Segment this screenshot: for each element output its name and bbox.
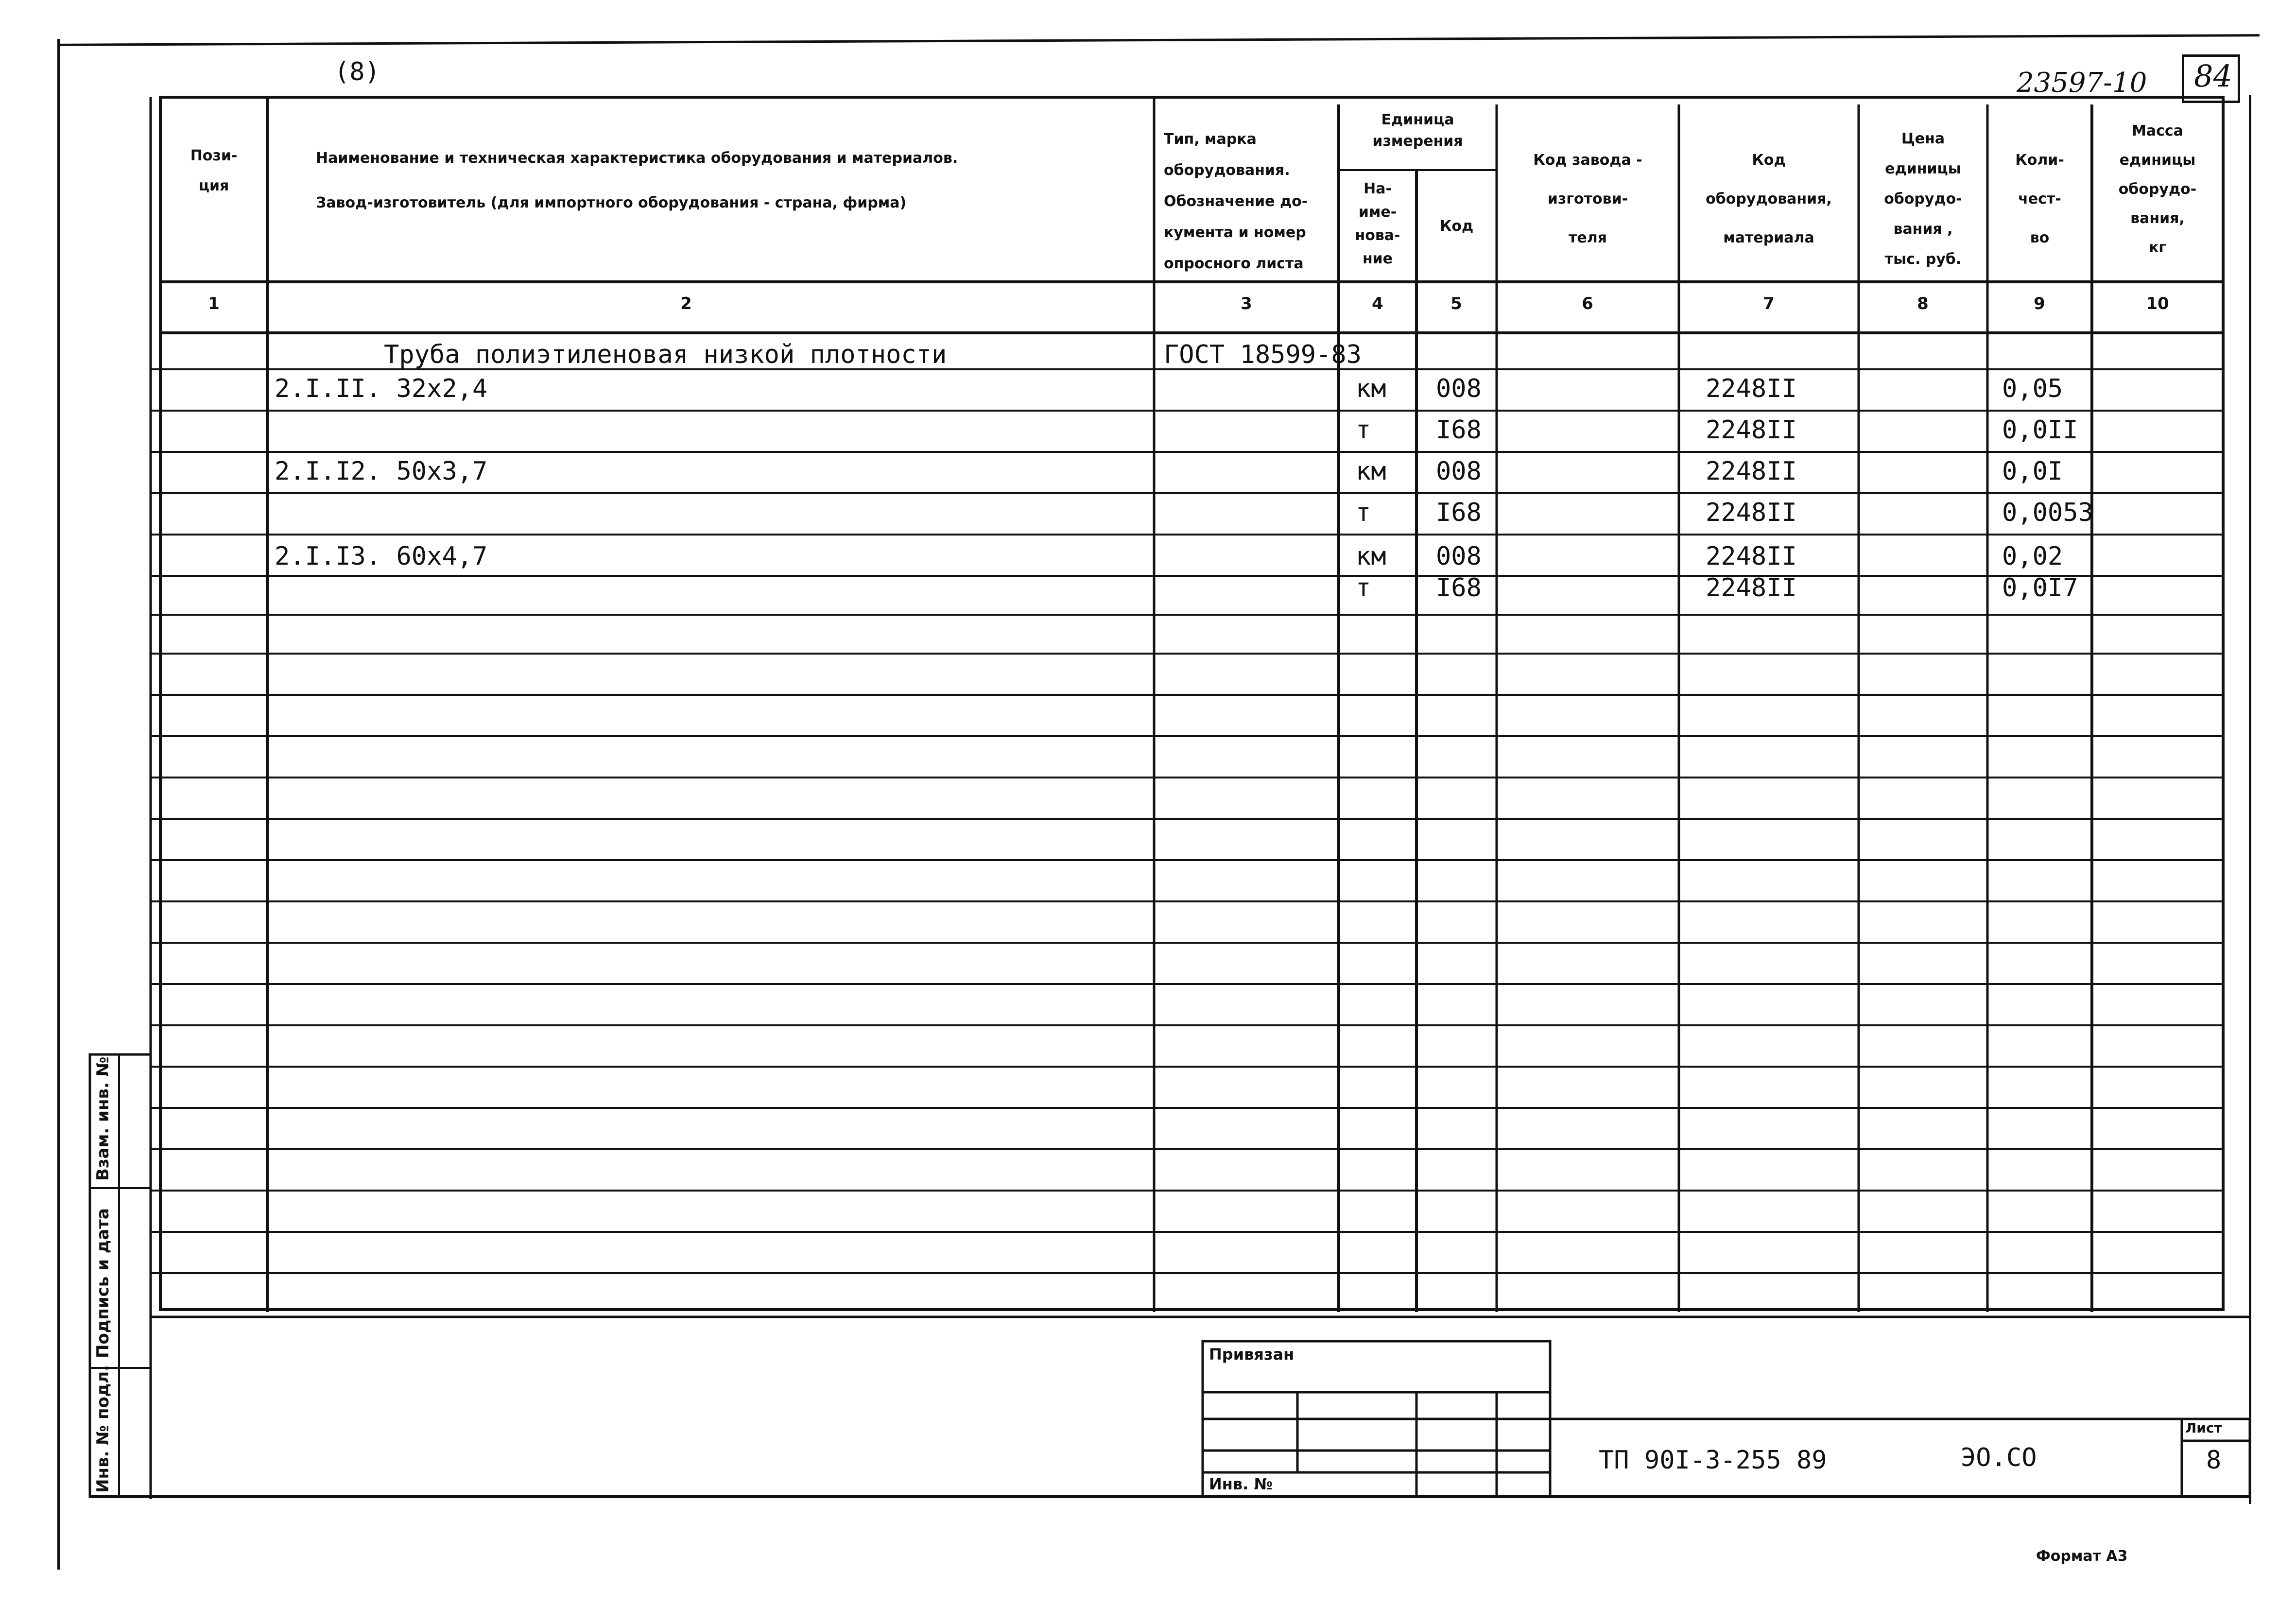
row-name: Труба полиэтиленовая низкой плотности xyxy=(384,340,947,369)
row-quantity: 0,05 xyxy=(2002,374,2063,403)
header-unit-code: Код xyxy=(1439,218,1474,235)
column-number: 6 xyxy=(1582,294,1593,313)
header-material-code: Код оборудования, материала xyxy=(1706,152,1832,246)
stamp-sheet-number: 8 xyxy=(2206,1446,2222,1475)
stamp-code: ЭО.СО xyxy=(1961,1443,2037,1472)
header-type: Тип, марка оборудования. Обозначение до- кумента и номер опросного листа xyxy=(1164,131,1308,272)
row-name: 2.I.I3. 60x4,7 xyxy=(275,542,488,571)
side-label-signature-date: Подпись и дата xyxy=(93,1208,113,1358)
header-price: Цена единицы оборудо- вания , тыс. руб. xyxy=(1884,130,1962,268)
header-position: Пози- ция xyxy=(190,147,238,194)
format-label: Формат А3 xyxy=(2036,1548,2128,1565)
stamp-designation: ТП 90I-3-255 89 xyxy=(1599,1446,1827,1475)
column-number: 8 xyxy=(1917,294,1929,313)
row-unit-code: I68 xyxy=(1436,415,1482,445)
column-number: 7 xyxy=(1763,294,1775,313)
row-material-code: 2248II xyxy=(1706,542,1797,571)
row-unit: км xyxy=(1356,374,1386,403)
document-number: 23597-10 xyxy=(2017,67,2147,99)
column-number: 3 xyxy=(1241,294,1252,313)
row-quantity: 0,0I xyxy=(2002,457,2063,486)
column-number: 9 xyxy=(2034,294,2045,313)
header-name: Наименование и техническая характеристика оборудования и материалов. Завод-изготовитель (для импортного оборудования - страна, фирма) xyxy=(316,150,958,211)
row-unit-code: 008 xyxy=(1436,457,1482,486)
side-label-swap-inv: Взам. инв. № xyxy=(93,1056,113,1181)
header-factory-code: Код завода - изготови- теля xyxy=(1533,152,1642,246)
row-unit: т xyxy=(1356,415,1371,445)
page-number: 84 xyxy=(2194,58,2232,94)
side-label-inv-original: Инв. № подл. xyxy=(93,1365,113,1493)
row-name: 2.I.I2. 50x3,7 xyxy=(275,457,488,486)
row-quantity: 0,0I7 xyxy=(2002,573,2078,603)
row-material-code: 2248II xyxy=(1706,573,1797,603)
row-name: 2.I.II. 32x2,4 xyxy=(275,374,488,403)
header-unit-group: Единица измерения xyxy=(1372,111,1463,150)
stamp-inv-label: Инв. № xyxy=(1209,1475,1273,1493)
row-material-code: 2248II xyxy=(1706,498,1797,527)
column-number: 5 xyxy=(1450,294,1462,313)
column-number: 10 xyxy=(2146,294,2169,313)
column-number: 1 xyxy=(208,294,220,313)
row-type: ГОСТ 18599-83 xyxy=(1164,340,1362,369)
row-quantity: 0,0II xyxy=(2002,415,2078,445)
column-number: 2 xyxy=(680,294,692,313)
row-unit: км xyxy=(1356,457,1386,486)
row-unit-code: 008 xyxy=(1436,542,1482,571)
row-material-code: 2248II xyxy=(1706,374,1797,403)
row-quantity: 0,02 xyxy=(2002,542,2063,571)
row-material-code: 2248II xyxy=(1706,415,1797,445)
row-quantity: 0,0053 xyxy=(2002,498,2093,527)
row-unit-code: I68 xyxy=(1436,573,1482,603)
stamp-sheet-label: Лист xyxy=(2185,1420,2222,1436)
row-unit: т xyxy=(1356,498,1371,527)
header-unit-name: На- име- нова- ние xyxy=(1355,180,1400,267)
row-unit: т xyxy=(1356,573,1371,603)
row-material-code: 2248II xyxy=(1706,457,1797,486)
row-unit-code: I68 xyxy=(1436,498,1482,527)
top-left-mark: (8) xyxy=(334,57,380,86)
row-unit: км xyxy=(1356,542,1386,571)
header-mass: Масса единицы оборудо- вания, кг xyxy=(2118,122,2197,256)
column-number: 4 xyxy=(1372,294,1383,313)
stamp-bound-label: Привязан xyxy=(1209,1345,1295,1364)
header-quantity: Коли- чест- во xyxy=(2015,152,2064,246)
row-unit-code: 008 xyxy=(1436,374,1482,403)
